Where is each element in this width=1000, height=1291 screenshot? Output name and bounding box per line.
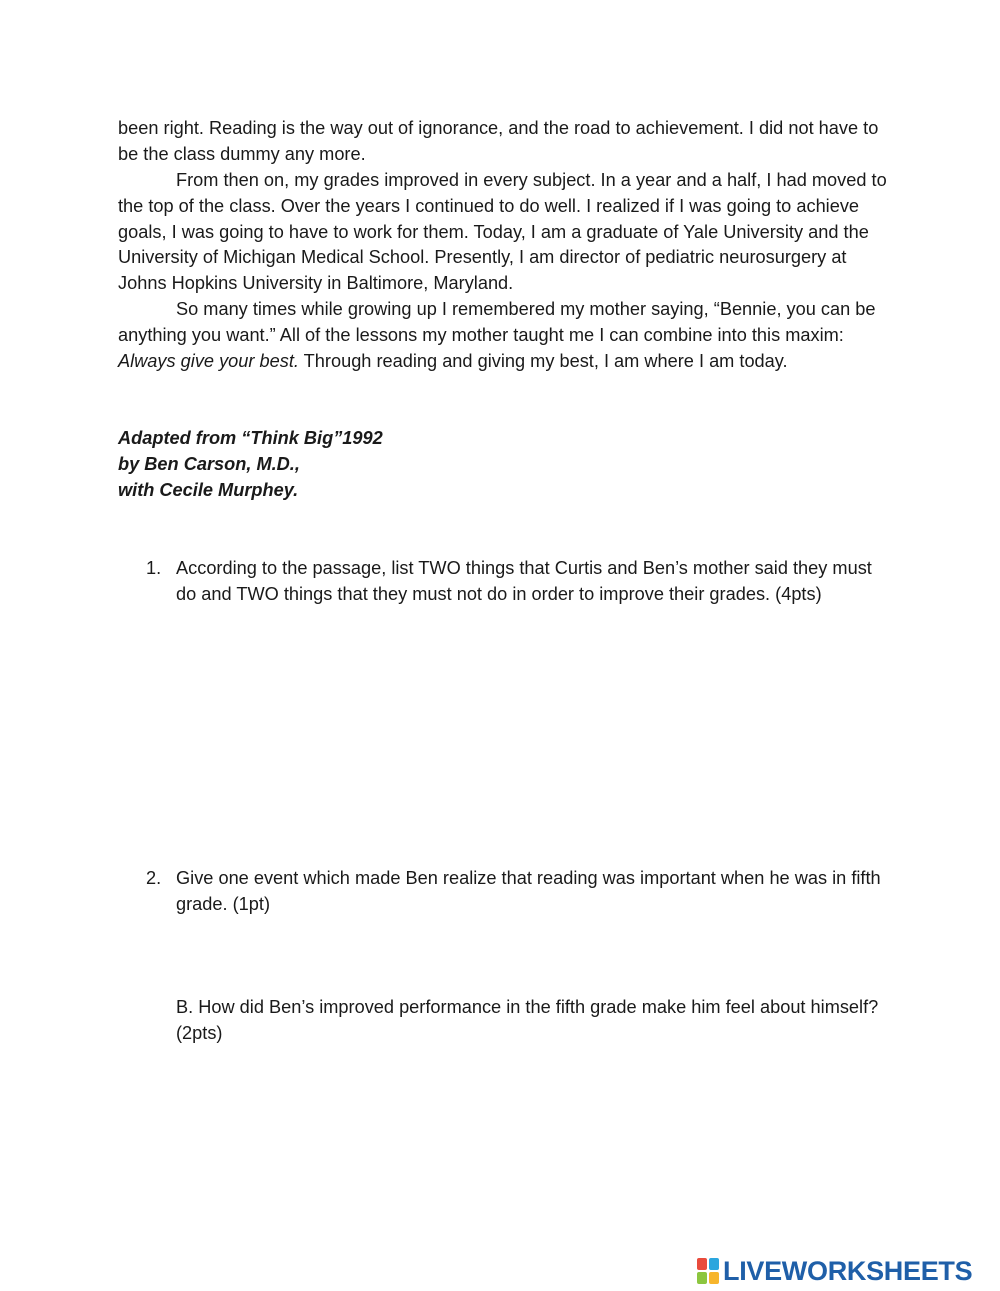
liveworksheets-logo-text: LIVEWORKSHEETS: [723, 1255, 973, 1286]
passage-paragraph-3: [118, 297, 888, 374]
question-2: [146, 866, 886, 918]
passage-paragraph-2: From then on, my grades improved in every subject. In a year and a half, I had moved to the top of the class. Over the years I continued to do well. I realized if I was going to achieve goals, I was going to have to work for them. Today, I am a graduate of Yale University and the University of Michigan Medical School. Presently, I am director of pediatric neurosurgery at Johns Hopkins University in Baltimore, Maryland.: [118, 170, 887, 294]
credit-line-3: with Cecile Murphey.: [118, 479, 299, 500]
maxim-italic: Always give your best.: [118, 350, 299, 371]
passage-paragraph-3-end: Through reading and giving my best, I am where I am today.: [298, 350, 788, 371]
credit-line-1: Adapted from “Think Big”1992: [118, 428, 383, 448]
source-credit: [118, 426, 383, 503]
liveworksheets-logo-icon: [697, 1258, 719, 1284]
question-1-text: According to the passage, list TWO things that Curtis and Ben’s mother said they must do and TWO things that they must not do in order to improve their grades. (4pts): [176, 558, 872, 604]
question-1: [146, 556, 886, 608]
question-1-number: 1.: [146, 558, 162, 578]
liveworksheets-logo: [697, 1256, 972, 1286]
passage-paragraph-1: been right. Reading is the way out of ignorance, and the road to achievement. I did not have to be the class dummy any more.: [118, 118, 879, 164]
question-2-text: Give one event which made Ben realize that reading was important when he was in fifth grade. (1pt): [176, 868, 881, 914]
question-2-number: 2.: [146, 868, 162, 888]
question-2b-text: B. How did Ben’s improved performance in the fifth grade make him feel about himself? (2pts): [176, 997, 879, 1043]
passage-paragraph-3-start: So many times while growing up I remembered my mother saying, “Bennie, you can be anything you want.” All of the lessons my mother taught me I can combine into this maxim:: [118, 299, 876, 345]
credit-line-2: by Ben Carson, M.D.,: [118, 453, 300, 474]
